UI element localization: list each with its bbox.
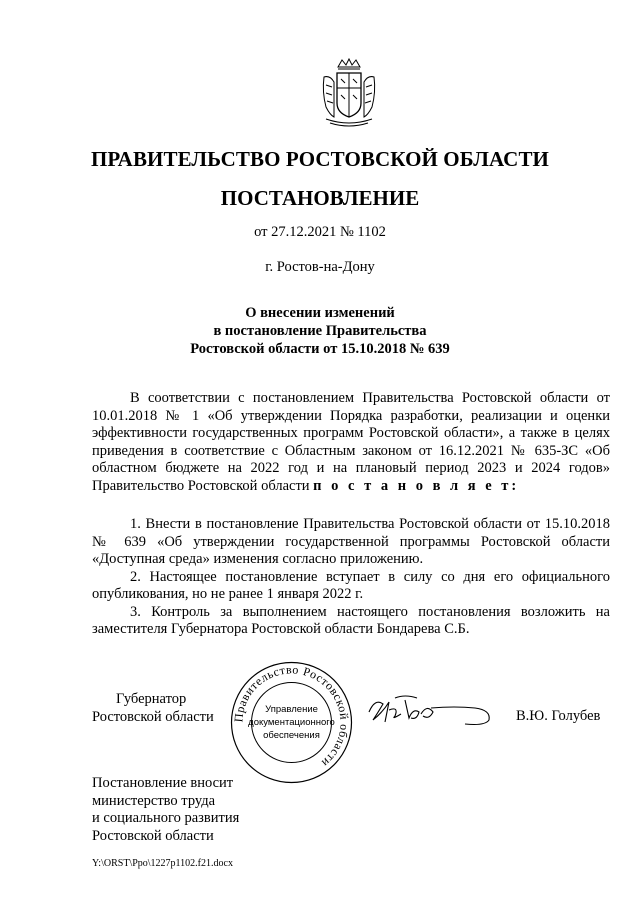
introduced-by — [92, 775, 239, 845]
stamp-line: обеспечения — [263, 730, 320, 741]
stamp-ring-text: Правительство Ростовской области — [231, 662, 352, 771]
introduced-by-line: Ростовской области — [92, 827, 214, 844]
resolution-item: 3. Контроль за выполнением настоящего постановления возложить на заместителя Губернатора Ростовской области Бондарева С.Б. — [92, 603, 610, 637]
signatory-name: В.Ю. Голубев — [516, 708, 601, 724]
handwritten-signature — [365, 690, 495, 730]
resolves-word: п о с т а н о в л я е т: — [313, 477, 520, 494]
preamble-paragraph — [92, 390, 610, 495]
official-stamp — [229, 660, 354, 785]
file-path: Y:\ORST\Ppo\1227p1102.f21.docx — [92, 858, 233, 869]
subject-line: в постановление Правительства — [213, 323, 427, 339]
stamp-line: Управление — [265, 704, 318, 715]
resolution-item: 2. Настоящее постановление вступает в силу со дня его официального опубликования, но не ранее 1 января 2022 г. — [92, 568, 610, 602]
signatory-title-line: Ростовской области — [92, 709, 214, 725]
subject-line: О внесении изменений — [245, 305, 395, 321]
document-type: ПОСТАНОВЛЕНИЕ — [220, 186, 420, 210]
preamble-text: В соответствии с постановлением Правительства Ростовской области от 10.01.2018 № 1 «Об утверждении Порядка разработки, реализации и оценки эффективности государственных программ Ростовской области», а также в целях приведения в соответствие с Областным законом от 16.12.2021 № 635-ЗС «Об областном бюджете на 2022 год и на плановый период 2023 и 2024 годов» Правительство Ростовской области — [92, 390, 610, 494]
date-number: от 27.12.2021 № 1102 — [254, 224, 386, 240]
resolution-items — [92, 516, 610, 639]
city: г. Ростов-на-Дону — [265, 259, 375, 275]
coat-of-arms-icon — [318, 57, 380, 129]
subject-line: Ростовской области от 15.10.2018 № 639 — [190, 341, 450, 357]
introduced-by-line: и социального развития — [92, 810, 240, 826]
introduced-by-line: Постановление вносит — [92, 775, 234, 791]
resolution-item: 1. Внести в постановление Правительства Ростовской области от 15.10.2018 № 639 «Об утверждении государственной программы Ростовской области «Доступная среда» изменения согласно приложению. — [92, 516, 610, 567]
signatory-title-line: Губернатор — [116, 691, 187, 707]
signatory-title — [92, 690, 214, 726]
government-title: ПРАВИТЕЛЬСТВО РОСТОВСКОЙ ОБЛАСТИ — [91, 147, 549, 171]
stamp-line: документационного — [248, 717, 335, 728]
introduced-by-line: министерство труда — [92, 792, 216, 809]
document-subject — [0, 304, 640, 358]
